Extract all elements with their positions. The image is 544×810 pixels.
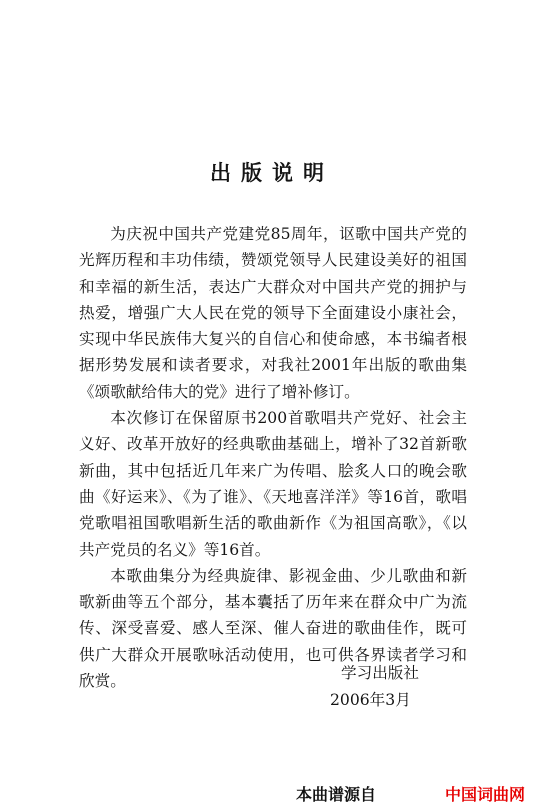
paragraph-2: 本次修订在保留原书200首歌唱共产党好、社会主义好、改革开放好的经典歌曲基础上，增补了32首新歌新曲，其中包括近几年来广为传唱、脍炙人口的晚会歌曲《好运来》、《为了谁》、《天地喜洋洋》等16首，歌唱党歌唱祖国歌唱新生活的歌曲新作《为祖国高歌》，《以共产党员的名义》等16首。 — [79, 409, 467, 559]
source-label: 本曲谱源自 — [296, 785, 377, 804]
page-title: 出版说明 — [210, 160, 334, 185]
signature-block — [330, 660, 419, 714]
paragraph-1: 为庆祝中国共产党建党85周年，讴歌中国共产党的光辉历程和丰功伟绩，赞颂党领导人民建设美好的祖国和幸福的新生活，表达广大群众对中国共产党的拥护与热爱，增强广大人民在党的领导下全面建设小康社会，实现中华民族伟大复兴的自信心和使命感，本书编者根据形势发展和读者要求，对我社2001年出版的歌曲集《颂歌献给伟大的党》进行了增补修订。 — [79, 225, 467, 401]
paragraph-3: 本歌曲集分为经典旋律、影视金曲、少儿歌曲和新歌新曲等五个部分，基本囊括了历年来在群众中广为流传、深受喜爱、感人至深、催人奋进的歌曲佳作，既可供广大群众开展歌咏活动使用，也可供各界读者学习和欣赏。 — [79, 566, 467, 691]
body-text — [79, 221, 467, 694]
publisher-name: 学习出版社 — [341, 664, 419, 682]
source-watermark — [0, 780, 544, 806]
site-name-link[interactable]: 中国词曲网 — [445, 785, 526, 804]
publication-date: 2006年3月 — [330, 691, 411, 709]
